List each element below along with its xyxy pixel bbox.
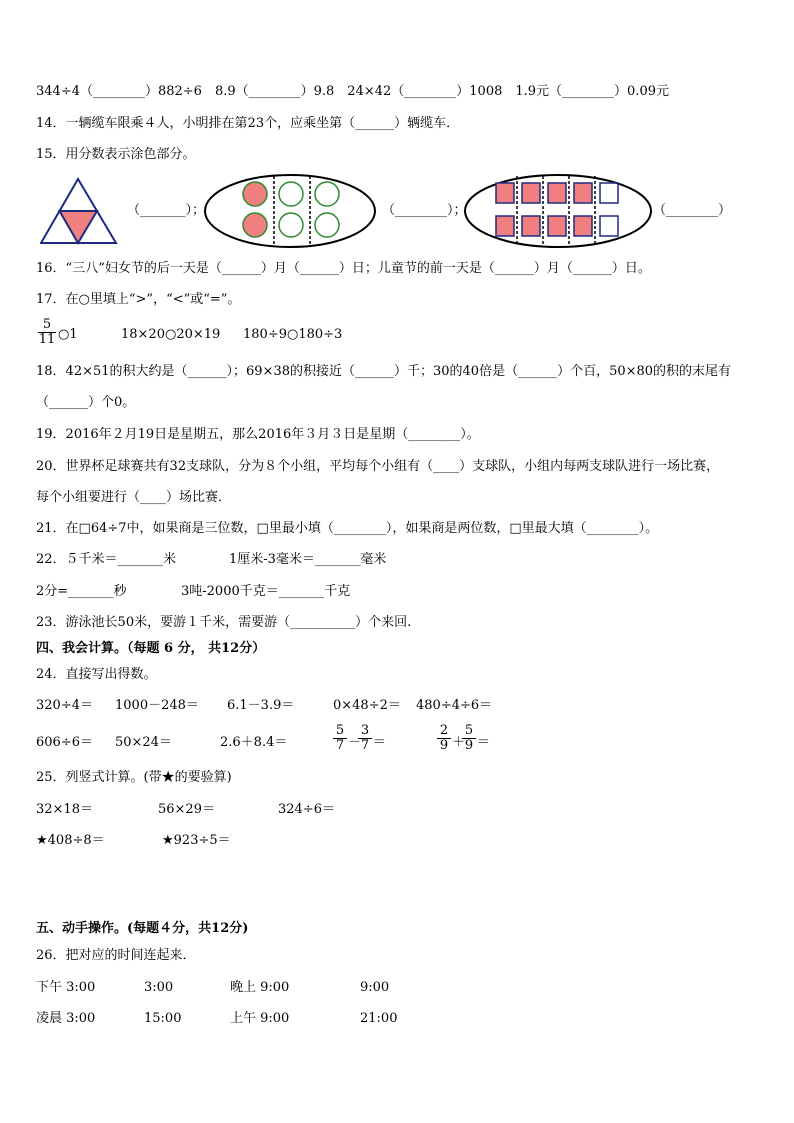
question-18-line-2: （______）个0。 (36, 395, 136, 410)
time-item[interactable]: 3:00 (144, 980, 174, 995)
time-item[interactable]: 晚上 9:00 (230, 980, 290, 995)
question-25: 25．列竖式计算。(带★的要验算) (36, 770, 232, 785)
question-14: 14．一辆缆车限乘４人，小明排在第23个，应乘坐第（______）辆缆车． (36, 116, 460, 131)
question-16: 16．“三八”妇女节的后一天是（______）月（______）日；儿童节的前一天是（______）月（______）日。 (36, 261, 651, 276)
circles-oval-figure (203, 172, 377, 250)
time-item[interactable]: 21:00 (360, 1011, 398, 1026)
plus-sign: ＋ (452, 735, 466, 750)
comparison-row: 344÷4（________）882÷6 8.9（________）9.8 24×42（________）1008 1.9元（________）0.09元 (36, 84, 669, 99)
compare-item-1: ○1 (58, 327, 78, 342)
time-item[interactable]: 上午 9:00 (230, 1011, 290, 1026)
equals-sign: ＝ (373, 735, 387, 750)
calc-item: 50×24＝ (115, 735, 172, 750)
question-15: 15．用分数表示涂色部分。 (36, 147, 196, 162)
vertical-calc-item: 32×18＝ (36, 802, 93, 817)
vertical-calc-item: ★923÷5＝ (162, 833, 231, 848)
question-23: 23．游泳池长50米，要游１千米，需要游（__________）个来回. (36, 615, 412, 630)
vertical-calc-item: 56×29＝ (158, 802, 215, 817)
vertical-calc-item: ★408÷8＝ (36, 833, 105, 848)
question-20-line-2: 每个小组要进行（____）场比赛． (36, 490, 232, 505)
equals-sign: ＝ (477, 735, 491, 750)
fraction-2-9: $\frac{2}{9}$ (437, 724, 451, 753)
vertical-calc-item: 324÷6＝ (278, 802, 335, 817)
calc-item: 2.6＋8.4＝ (220, 735, 288, 750)
section-4-heading: 四、我会计算。（每题 6 分， 共12分） (36, 641, 266, 656)
squares-oval-figure (463, 172, 653, 250)
answer-blank-3[interactable]: （________） (653, 203, 732, 218)
calc-item: 0×48÷2＝ (333, 698, 401, 713)
answer-blank-1[interactable]: （_______）； (127, 203, 206, 218)
question-21: 21．在□64÷7中，如果商是三位数，□里最小填（________），如果商是两位数，□里最大填（________）。 (36, 521, 659, 536)
minus-sign: － (348, 735, 362, 750)
question-17: 17．在○里填上“>”，“<”或“=”。 (36, 292, 241, 307)
calc-item: 606÷6＝ (36, 735, 93, 750)
fraction-5-7: $\frac{5}{7}$ (333, 724, 347, 753)
question-19: 19．2016年２月19日是星期五，那么2016年３月３日是星期（________）。 (36, 427, 480, 442)
calc-item: 480÷4÷6＝ (416, 698, 493, 713)
question-22-item-1: 22．５千米＝_______米 (36, 552, 177, 567)
compare-item-2: 18×20○20×19 (121, 327, 221, 342)
calc-item: 6.1－3.9＝ (227, 698, 295, 713)
compare-item-3: 180÷9○180÷3 (243, 327, 343, 342)
fraction-3-7: $\frac{3}{7}$ (358, 724, 372, 753)
calc-item: 320÷4＝ (36, 698, 93, 713)
time-item[interactable]: 9:00 (360, 980, 390, 995)
calc-item: 1000－248＝ (115, 698, 199, 713)
time-item[interactable]: 15:00 (144, 1011, 182, 1026)
time-item[interactable]: 凌晨 3:00 (36, 1011, 96, 1026)
question-22-item-4: 3吨-2000千克＝_______千克 (181, 584, 351, 599)
fraction-5-9: $\frac{5}{9}$ (462, 724, 476, 753)
fraction-5-11: $\frac{5}{11}$ (38, 317, 56, 347)
question-18-line-1: 18．42×51的积大约是（______）；69×38的积接近（______）千；30的40倍是（______）个百，50×80的积的末尾有 (36, 364, 732, 379)
triangle-figure (40, 176, 120, 246)
question-22-item-3: 2分=_______秒 (36, 584, 127, 599)
time-item[interactable]: 下午 3:00 (36, 980, 96, 995)
question-24: 24．直接写出得数。 (36, 667, 157, 682)
question-22-item-2: 1厘米-3毫米＝_______毫米 (229, 552, 387, 567)
section-5-heading: 五、动手操作。(每题４分，共12分) (36, 921, 249, 936)
question-20-line-1: 20．世界杯足球赛共有32支球队，分为８个小组，平均每个小组有（____）支球队，小组内每两支球队进行一场比赛， (36, 459, 720, 474)
answer-blank-2[interactable]: （________）； (382, 203, 467, 218)
question-26: 26．把对应的时间连起来． (36, 948, 196, 963)
